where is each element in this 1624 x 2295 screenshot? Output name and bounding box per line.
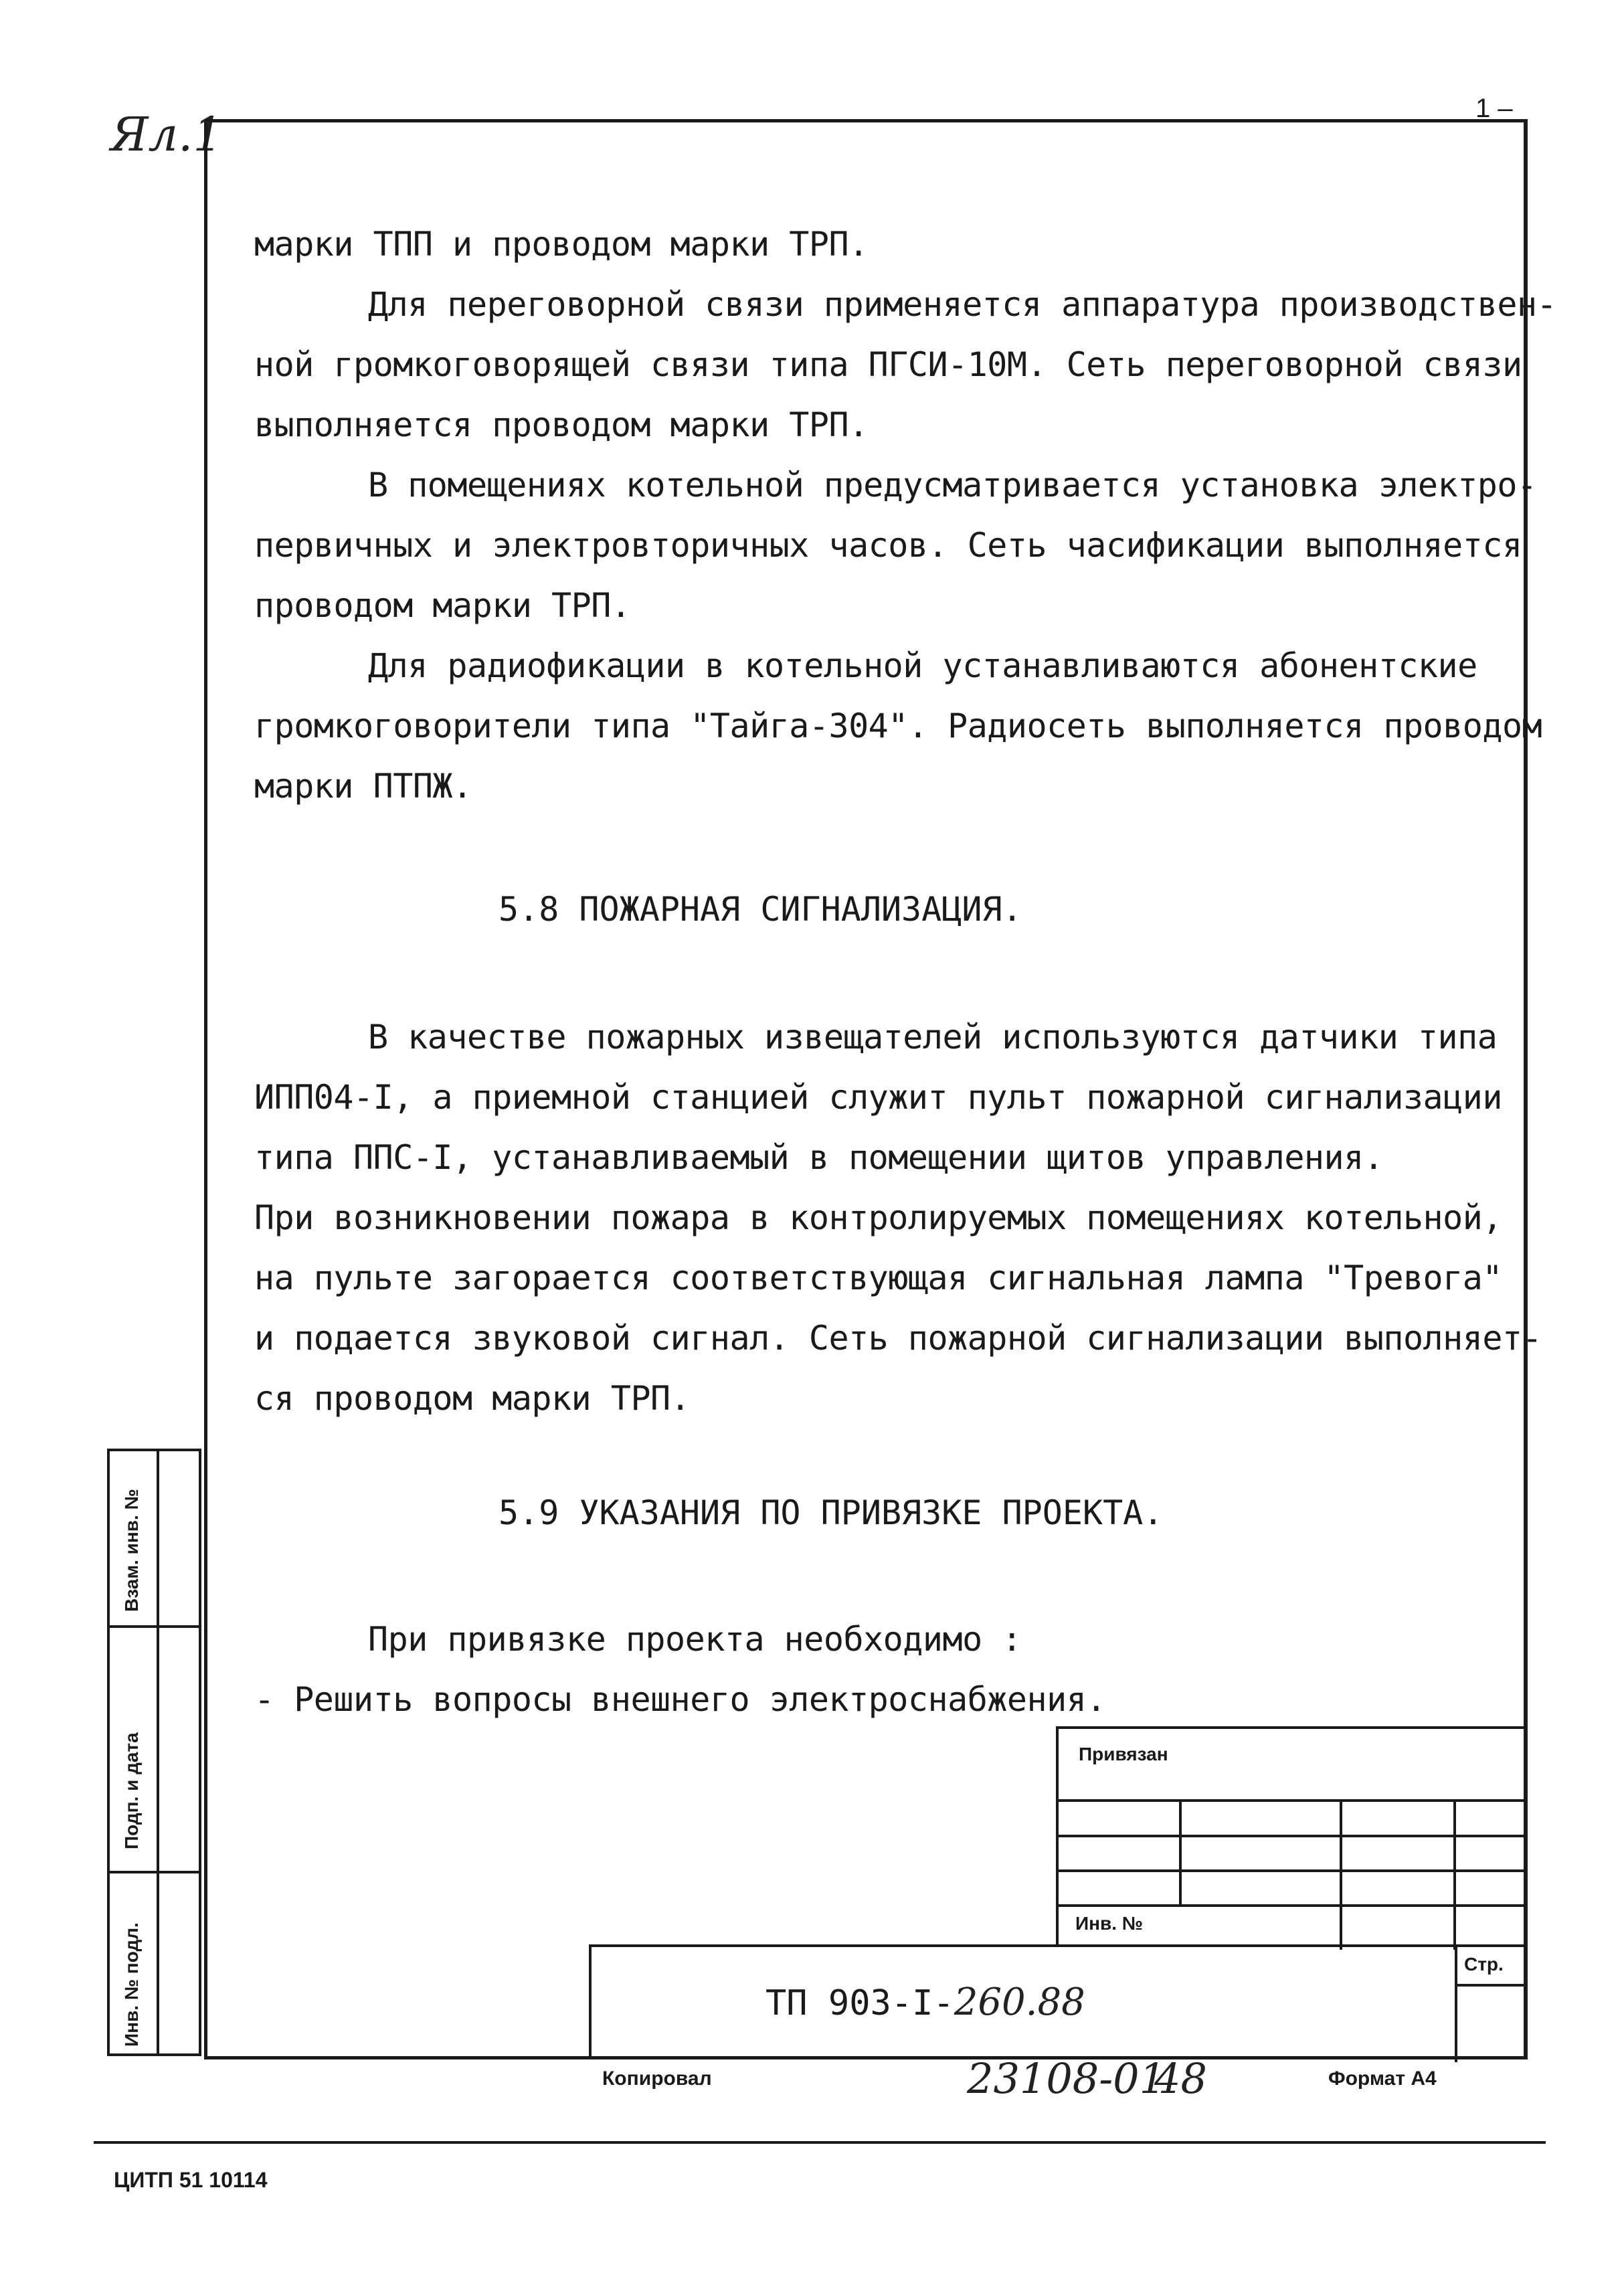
kopiroval-label: Копировал xyxy=(602,2068,712,2090)
side-stamp xyxy=(107,1449,201,2056)
section-heading-5-8: 5.8 ПОЖАРНАЯ СИГНАЛИЗАЦИЯ. xyxy=(499,890,1022,929)
text-line: выполняется проводом марки ТРП. xyxy=(254,405,869,444)
text-line: Для радиофикации в котельной устанавливаются абонентские xyxy=(368,646,1477,685)
bottom-rule xyxy=(94,2141,1546,2144)
doc-code xyxy=(765,1981,1085,2024)
side-label-inv-podl: Инв. № подл. xyxy=(121,1922,142,2047)
page-label: Стр. xyxy=(1464,1954,1504,1975)
text-line: - Решить вопросы внешнего электроснабжения. xyxy=(254,1680,1106,1719)
text-line: типа ППС-I, устанавливаемый в помещении щитов управления. xyxy=(254,1138,1384,1177)
order-number: 23108-01 xyxy=(967,2054,1166,2103)
doc-code-block xyxy=(589,1944,1524,2059)
format-label: Формат А4 xyxy=(1328,2068,1437,2090)
body-paragraphs-3 xyxy=(254,1609,1106,1730)
text-line: на пульте загорается соответствующая сигнальная лампа "Тревога" xyxy=(254,1259,1502,1297)
side-label-vzam-inv: Взам. инв. № xyxy=(121,1489,142,1612)
section-heading-5-9: 5.9 УКАЗАНИЯ ПО ПРИВЯЗКЕ ПРОЕКТА. xyxy=(499,1493,1164,1532)
text-line: проводом марки ТРП. xyxy=(254,586,631,625)
text-line: первичных и электровторичных часов. Сеть часификации выполняется xyxy=(254,526,1522,565)
text-line: и подается звуковой сигнал. Сеть пожарной сигнализации выполняет- xyxy=(254,1319,1542,1358)
text-line: ной громкоговорящей связи типа ПГСИ-10М. Сеть переговорной связи xyxy=(254,345,1522,384)
top-right-mark: 1 – xyxy=(1475,94,1513,123)
text-line: ИПП04-I, а приемной станцией служит пульт пожарной сигнализации xyxy=(254,1078,1502,1117)
text-line: В качестве пожарных извещателей используются датчики типа xyxy=(368,1018,1498,1057)
privyazan-label: Привязан xyxy=(1079,1744,1168,1764)
side-label-podp-data: Подп. и дата xyxy=(121,1732,142,1849)
doc-code-handwritten: 260.88 xyxy=(954,1981,1085,2024)
text-line: марки ТПП и проводом марки ТРП. xyxy=(254,225,869,264)
text-line: При возникновении пожара в контролируемых помещениях котельной, xyxy=(254,1198,1502,1237)
inv-no-label: Инв. № xyxy=(1075,1913,1144,1934)
privyazan-block xyxy=(1056,1726,1524,1947)
body-paragraphs-1 xyxy=(254,214,1556,816)
text-line: марки ПТПЖ. xyxy=(254,767,472,806)
text-line: громкоговорители типа "Тайга-304". Радиосеть выполняется проводом xyxy=(254,707,1542,745)
doc-code-typed: ТП 903-I- xyxy=(765,1983,954,2023)
text-line: В помещениях котельной предусматривается установка электро- xyxy=(368,466,1537,504)
text-line: ся проводом марки ТРП. xyxy=(254,1379,691,1418)
text-line: При привязке проекта необходимо : xyxy=(368,1620,1022,1659)
text-line: Для переговорной связи применяется аппаратура производствен- xyxy=(368,285,1557,324)
sheet-number: 48 xyxy=(1154,2054,1207,2103)
corner-handwritten-note: Ял.1 xyxy=(110,107,223,162)
body-paragraphs-2 xyxy=(254,1007,1542,1429)
printer-mark: ЦИТП 51 10114 xyxy=(114,2168,268,2192)
